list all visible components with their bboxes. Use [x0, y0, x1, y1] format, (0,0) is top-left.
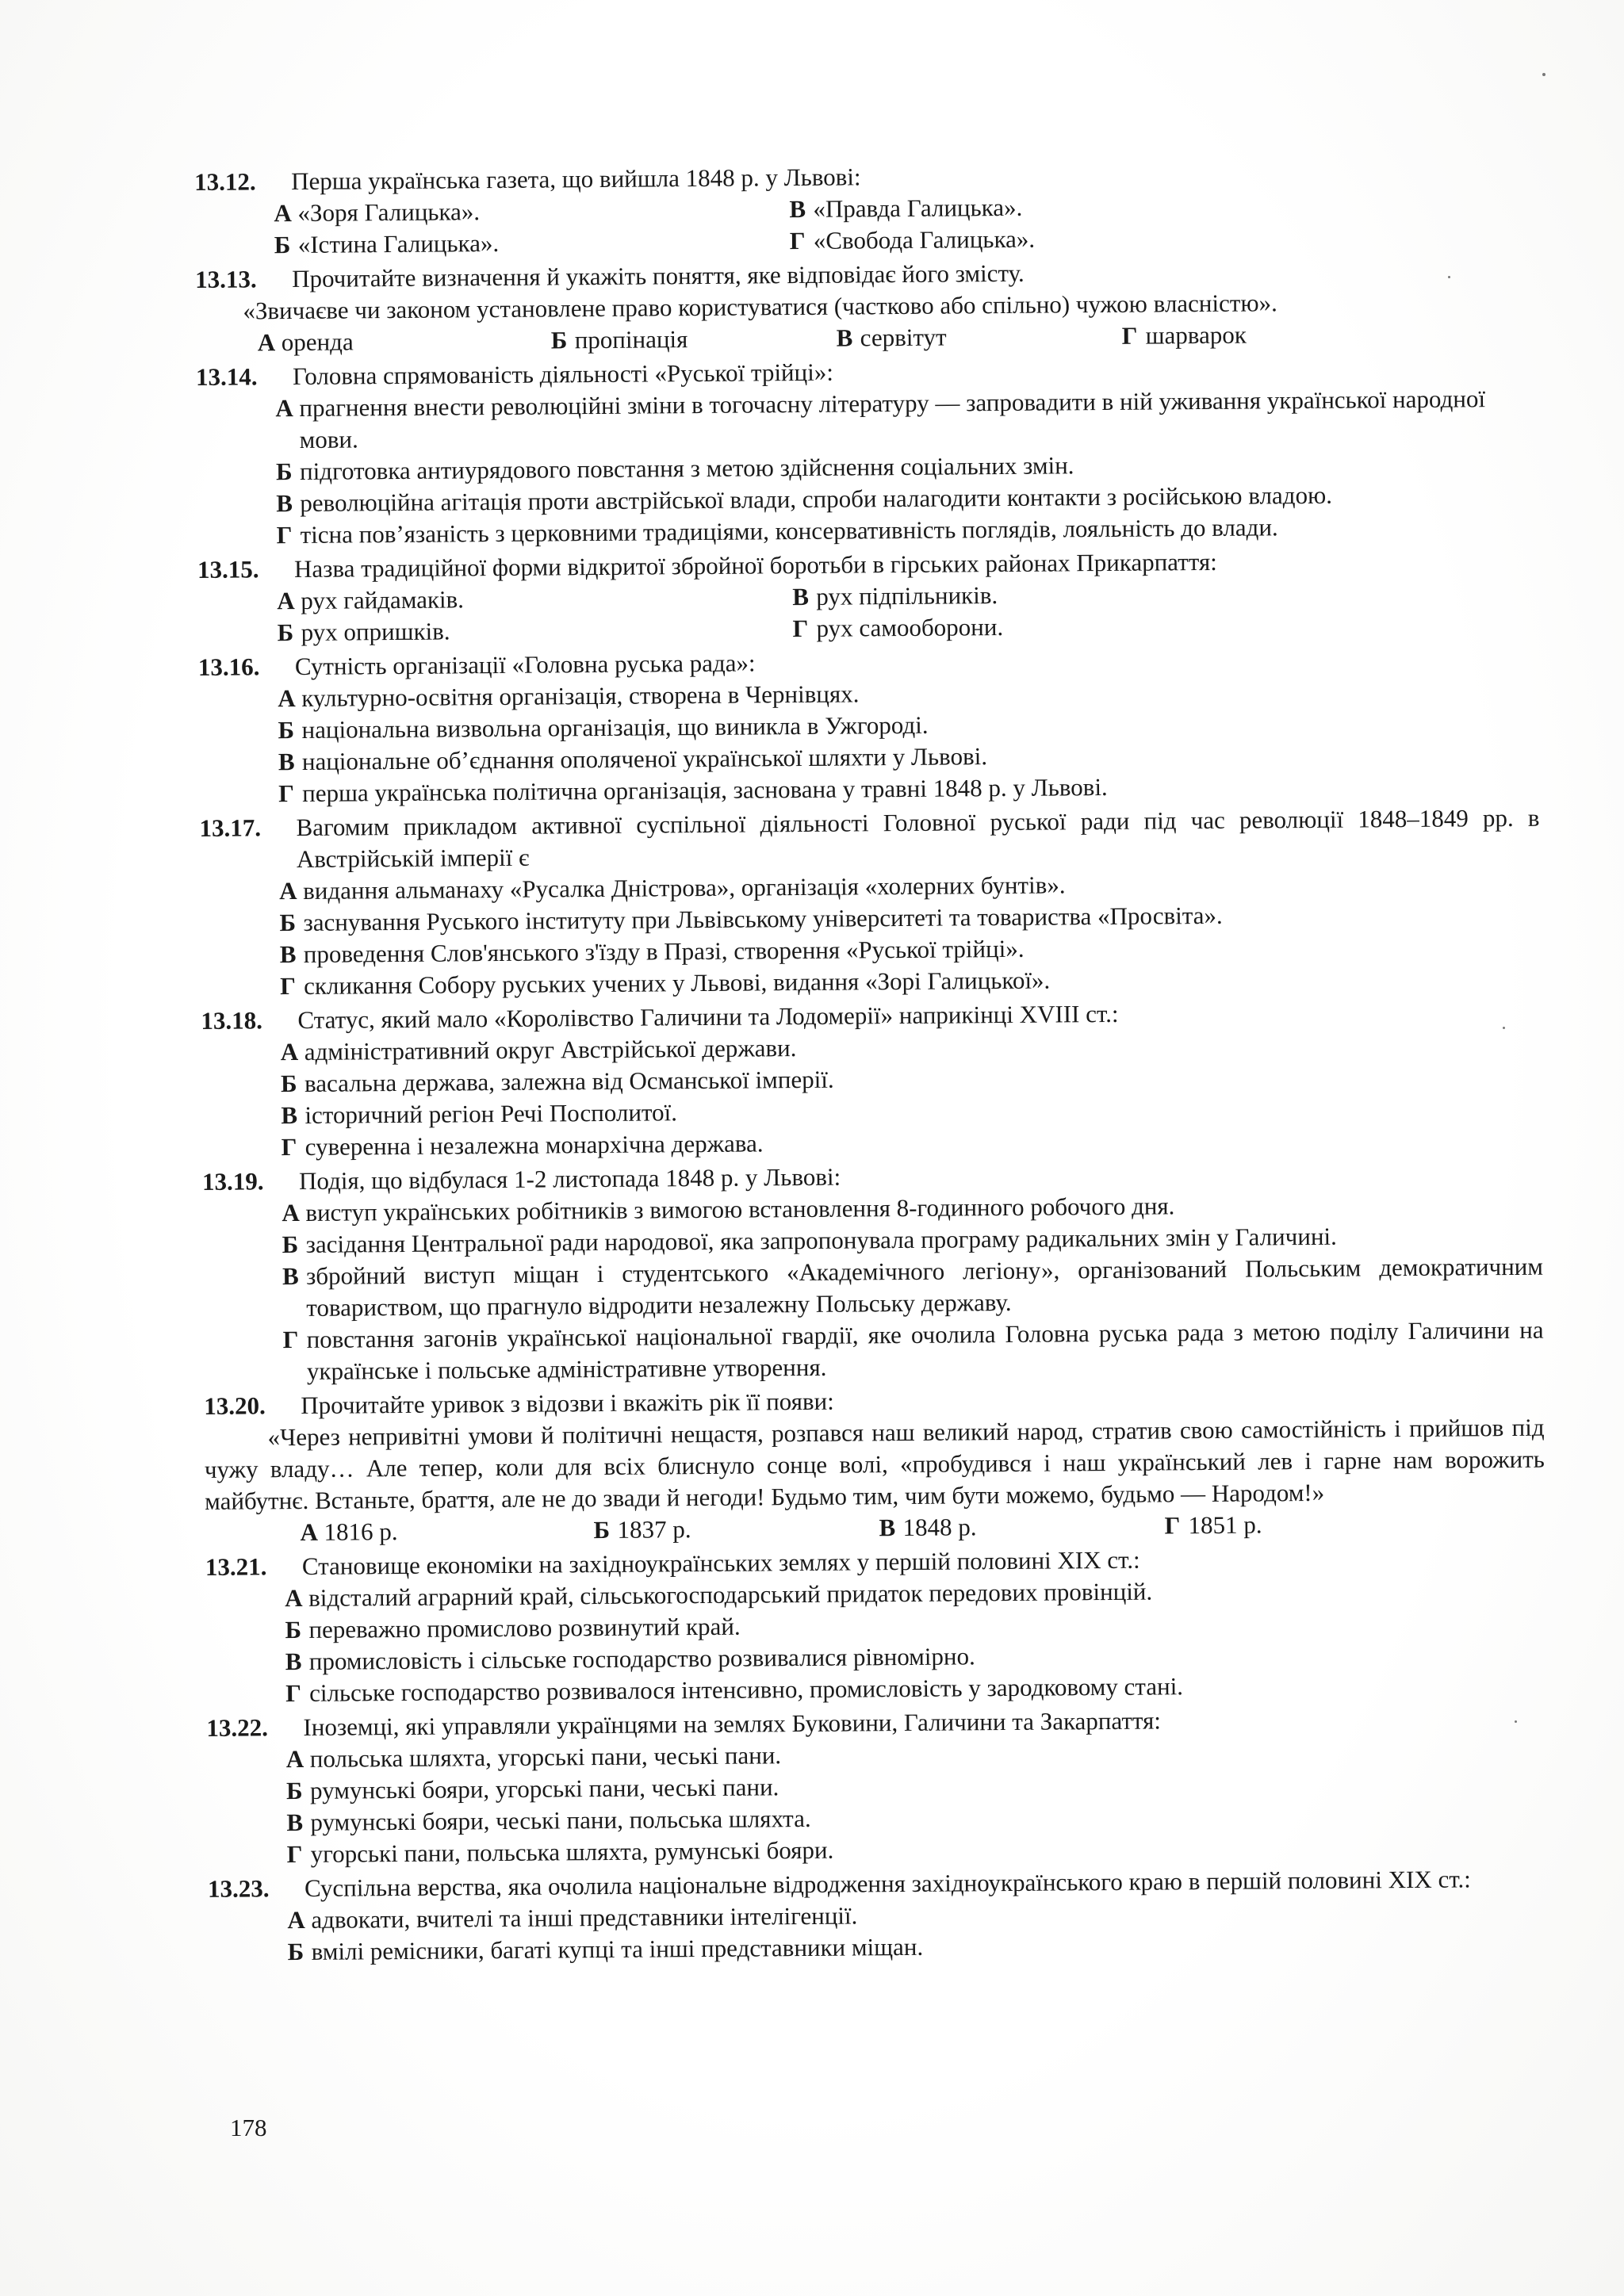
option-g: Г скликання Собору руських учених у Львові, видання «Зорі Галицької». [279, 966, 1051, 1001]
option-b: Б рух опришків. [277, 617, 450, 647]
option-b: Б вмілі ремісники, багаті купці та інші представники міщан. [287, 1932, 924, 1966]
question-list [194, 156, 1549, 1971]
question-13-14 [196, 351, 1538, 552]
question-text: Вагомим прикладом активної суспільної діяльності Головної руської ради під час революції 1848–1849 рр. в Австрійській імперії є [296, 803, 1540, 874]
option-a: А культурно-освітня організація, створена в Чернівцях. [278, 679, 860, 713]
option-b: Б переважно промислово розвинутий край. [285, 1612, 741, 1644]
question-13-20 [204, 1380, 1545, 1549]
option-g: Г рух самооборони. [792, 613, 1004, 643]
option-a: А адміністративний округ Австрійської держави. [280, 1034, 797, 1066]
question-text: Іноземці, які управляли українцями на землях Буковини, Галичини та Закарпаття: [303, 1706, 1162, 1741]
option-b: Б васальна держава, залежна від Османської імперії. [280, 1065, 834, 1098]
option-a: А оренда [257, 327, 354, 357]
option-b: Б заснування Руського інституту при Львівському університеті та товариства «Просвіта». [279, 901, 1223, 937]
option-g: Г повстання загонів української національної гвардії, яке очолила Головна руська рада з метою поділу Галичини на українське і польське адміністративне утворення. [282, 1315, 1544, 1385]
question-number: 13.17. [199, 813, 262, 842]
question-number: 13.20. [204, 1391, 266, 1420]
option-b: Б національна визвольна організація, що виникла в Ужгороді. [278, 710, 929, 744]
option-g: Г 1851 р. [1164, 1510, 1262, 1540]
question-text: Суспільна верства, яка очолила національне відродження західноукраїнського краю в першій половині XIX ст.: [304, 1865, 1471, 1902]
option-a: А прагнення внести революційні зміни в тогочасну літературу — запровадити в ній уживання української народної мови. [275, 385, 1486, 453]
option-v: В революційна агітація проти австрійської влади, спроби налагодити контакти з російською владою. [276, 480, 1333, 518]
proclamation-quote: «Через непривітні умови й політичні нещастя, розпався наш великий народ, стратив свою самостійність і прийшов під чужу владу… Але тепер, коли для всіх блиснуло сонце волі, «пробудився і наш український лев і гарне нам ворожить майбутнє. Встаньте, браття, але не до звади й негоди! Будьмо тим, чим бути можемо, будьмо — Народом!» [204, 1413, 1545, 1515]
question-13-17 [199, 802, 1541, 1003]
question-13-23 [208, 1863, 1549, 1969]
option-g: Г шарварок [1121, 320, 1247, 350]
option-a: А адвокати, вчителі та інші представники інтелігенції. [287, 1901, 858, 1934]
option-v: В «Правда Галицька». [789, 193, 1023, 224]
option-v: В збройний виступ міщан і студентського «Академічного легіону», організований Польським демократичним товариством, що прагнуло відродити незалежну Польську державу. [282, 1252, 1544, 1322]
option-g: Г перша українська політична організація, заснована у травні 1848 р. у Львові. [278, 772, 1108, 808]
answer-options [201, 1027, 1542, 1164]
option-v: В румунські бояри, чеські пани, польська шляхта. [286, 1804, 811, 1837]
question-number: 13.19. [201, 1167, 264, 1196]
option-a: А «Зоря Галицька». [274, 197, 481, 228]
question-text: Перша українська газета, що вийшла 1848 р. у Львові: [291, 163, 861, 196]
option-g: Г суверенна і незалежна монархічна держава. [281, 1129, 764, 1161]
question-number: 13.12. [194, 167, 256, 196]
option-b: Б пропінація [550, 325, 688, 354]
question-13-12 [194, 156, 1535, 262]
question-number: 13.14. [195, 362, 258, 391]
option-v: В проведення Слов'янського з'їзду в Празі, створення «Руської трійці». [279, 934, 1025, 969]
question-number: 13.23. [207, 1874, 270, 1903]
option-a: А польська шляхта, угорські пани, чеські пани. [285, 1741, 782, 1774]
option-b: Б підготовка антиурядового повстання з метою здійснення соціальних змін. [275, 451, 1074, 486]
option-v: В 1848 р. [879, 1513, 977, 1542]
option-a: А 1816 р. [300, 1517, 398, 1547]
answer-options [208, 1895, 1549, 1969]
option-g: Г угорські пани, польська шляхта, румунські бояри. [286, 1835, 834, 1869]
option-a: А відсталий аграрний край, сільськогосподарський придаток передових провінцій. [285, 1577, 1153, 1613]
question-text: Назва традиційної форми відкритої збройної боротьби в гірських районах Прикарпаття: [293, 547, 1217, 584]
question-text: Сутність організації «Головна руська рада»: [294, 649, 756, 681]
question-text: Головна спрямованість діяльності «Руської трійці»: [292, 358, 834, 391]
question-number: 13.18. [201, 1006, 263, 1035]
option-v: В національне об’єднання ополяченої української шляхти у Львові. [278, 742, 988, 776]
page-number: 178 [230, 2114, 267, 2141]
answer-options [207, 1734, 1548, 1871]
option-a: А виступ українських робітників з вимогою встановлення 8-годинного робочого дня. [282, 1192, 1175, 1227]
answer-options [196, 383, 1538, 552]
question-13-22 [206, 1702, 1548, 1871]
option-b: Б 1837 р. [593, 1515, 691, 1544]
question-13-18 [201, 995, 1542, 1164]
question-number: 13.21. [205, 1552, 267, 1581]
option-b: Б «Істина Галицька». [274, 228, 500, 259]
question-text: Подія, що відбулася 1-2 листопада 1848 р. у Львові: [298, 1162, 841, 1196]
option-g: Г тісна пов’язаність з церковними традиціями, консервативність поглядів, лояльність до влади. [276, 513, 1278, 549]
answer-options [205, 1573, 1546, 1710]
answer-options [200, 866, 1541, 1003]
option-b: Б румунські бояри, угорські пани, чеські пани. [285, 1773, 779, 1805]
question-number: 13.15. [197, 555, 259, 584]
question-text: Прочитайте визначення й укажіть поняття, яке відповідає його змісту. [291, 258, 1025, 293]
answer-options [197, 576, 1538, 649]
option-b: Б засідання Центральної ради народової, яка запропонувала програму радикальних змін у Галичині. [282, 1222, 1337, 1259]
option-v: В промисловість і сільське господарство розвивалися рівномірно. [285, 1642, 975, 1676]
question-text: Статус, який мало «Королівство Галичини та Лодомерії» наприкінці XVIII ст.: [297, 999, 1119, 1035]
definition-quote: «Звичаєве чи законом установлене право користуватися (частково або спільно) чужою власністю». [243, 289, 1277, 325]
question-13-16 [198, 641, 1540, 810]
question-13-15 [197, 544, 1538, 649]
option-a: А видання альманаху «Русалка Дністрова», організація «холерних бунтів». [279, 871, 1066, 905]
option-v: В сервітут [836, 323, 947, 352]
question-text: Становище економіки на західноукраїнських землях у першій половині XIX ст.: [301, 1545, 1140, 1580]
question-13-19 [202, 1156, 1544, 1388]
question-13-21 [205, 1541, 1547, 1710]
question-13-13 [195, 254, 1536, 359]
scan-speck [1542, 73, 1545, 76]
question-number: 13.16. [197, 652, 260, 681]
option-g: Г сільське господарство розвивалося інтенсивно, промисловість у зародковому стані. [285, 1672, 1184, 1708]
answer-options [202, 1188, 1544, 1388]
option-v: В рух підпільників. [792, 581, 998, 611]
answer-options [194, 188, 1535, 262]
question-text: Прочитайте уривок з відозви і вкажіть рік її появи: [301, 1387, 834, 1419]
answer-options [198, 673, 1539, 810]
question-number: 13.22. [206, 1713, 269, 1742]
option-v: В історичний регіон Речі Посполитої. [281, 1098, 678, 1130]
option-g: Г «Свобода Галицька». [789, 224, 1036, 255]
question-number: 13.13. [194, 265, 257, 293]
option-a: А рух гайдамаків. [277, 585, 465, 615]
